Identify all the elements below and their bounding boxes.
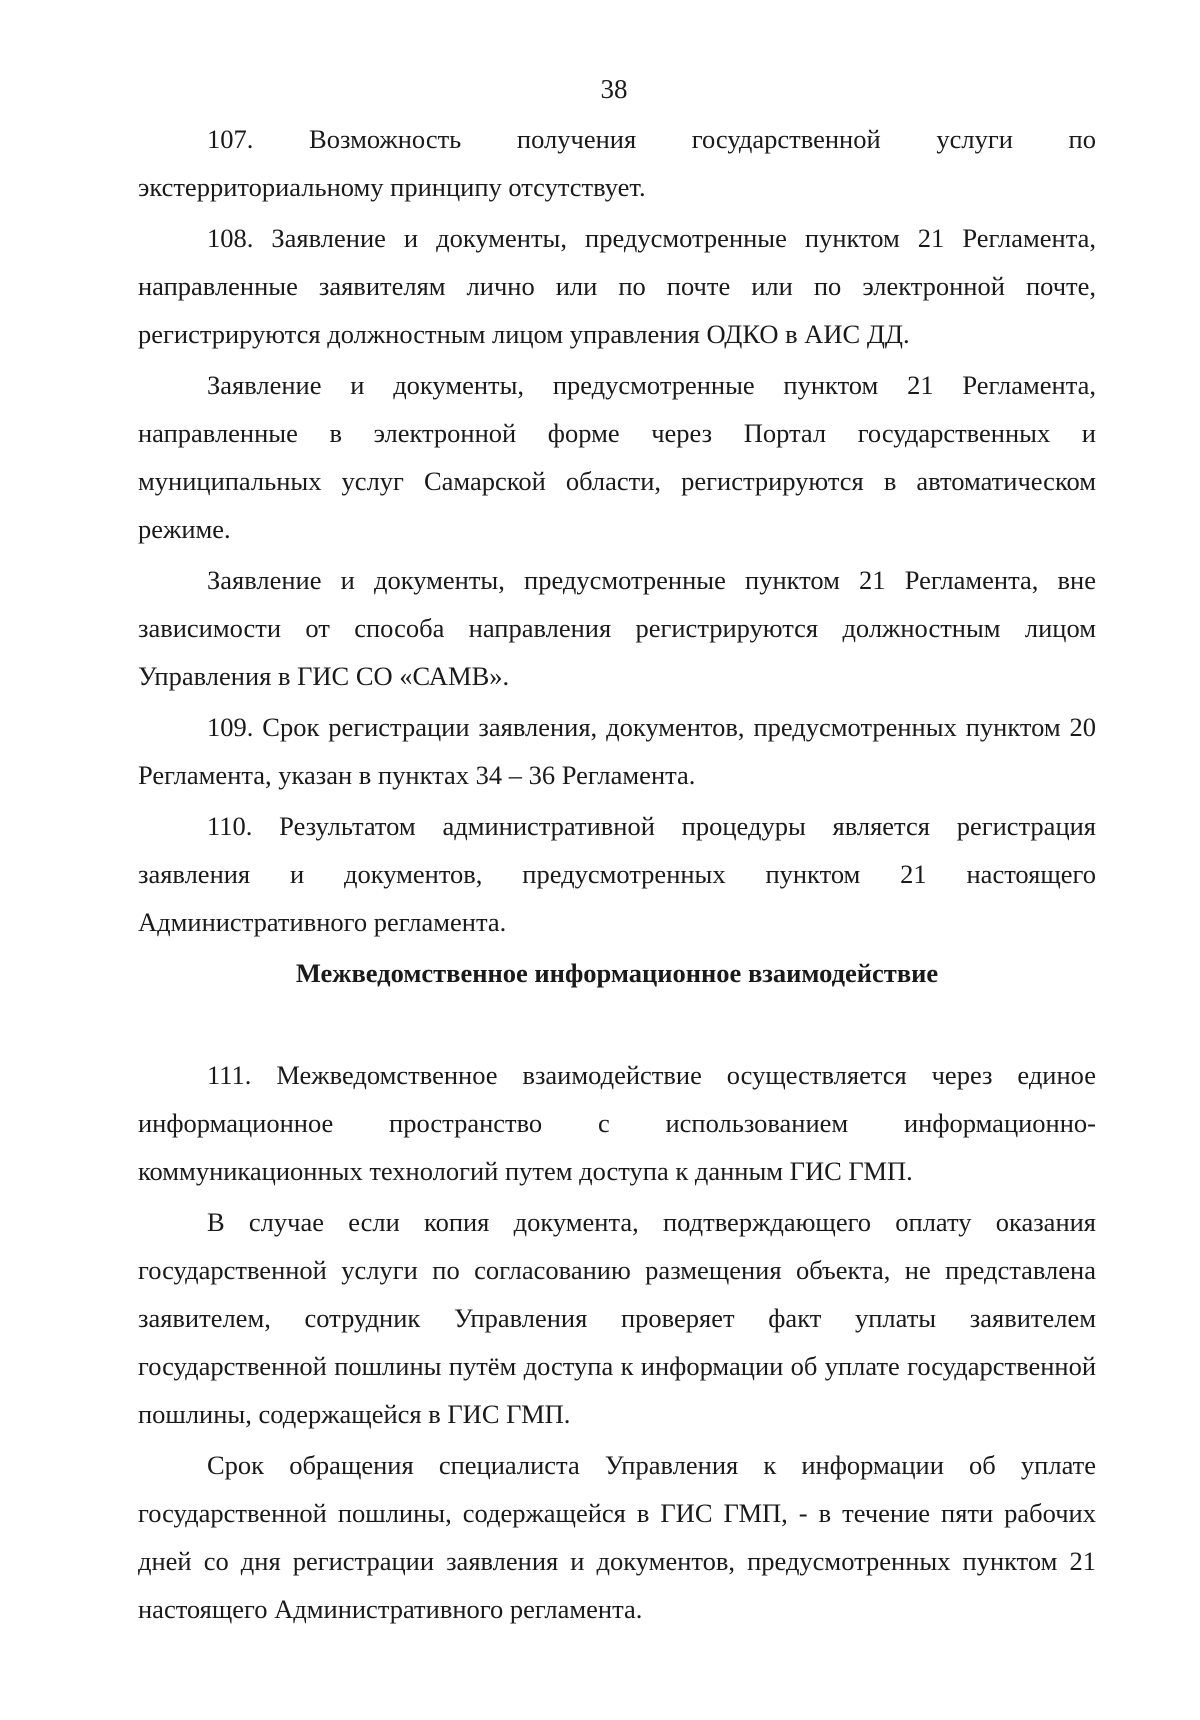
paragraph-108-gis: Заявление и документы, предусмотренные пунктом 21 Регламента, вне зависимости от способа направления регистрируются должностным лицом Управления в ГИС СО «САМВ».	[138, 565, 1096, 691]
paragraph-110: 110. Результатом административной процедуры является регистрация заявления и документов, предусмотренных пунктом 21 настоящего Административного регламента.	[138, 811, 1096, 937]
paragraph-108: 108. Заявление и документы, предусмотренные пунктом 21 Регламента, направленные заявителям лично или по почте или по электронной почте, регистрируются должностным лицом управления ОДКО в АИС ДД.	[138, 223, 1096, 349]
document-body	[138, 115, 1096, 1633]
paragraph-111: 111. Межведомственное взаимодействие осуществляется через единое информационное пространство с использованием информационно-коммуникационных технологий путем доступа к данным ГИС ГМП.	[138, 1060, 1096, 1186]
section-heading: Межведомственное информационное взаимодействие	[295, 958, 939, 988]
paragraph-107: 107. Возможность получения государственной услуги по экстерриториальному принципу отсутствует.	[138, 124, 1096, 202]
paragraph-111-deadline: Срок обращения специалиста Управления к информации об уплате государственной пошлины, содержащейся в ГИС ГМП, - в течение пяти рабочих дней со дня регистрации заявления и документов, предусмотренных пунктом 21 настоящего Административного регламента.	[138, 1450, 1096, 1624]
paragraph-108-portal: Заявление и документы, предусмотренные пунктом 21 Регламента, направленные в электронной форме через Портал государственных и муниципальных услуг Самарской области, регистрируются в автоматическом режиме.	[138, 370, 1096, 544]
paragraph-109: 109. Срок регистрации заявления, документов, предусмотренных пунктом 20 Регламента, указан в пунктах 34 – 36 Регламента.	[138, 712, 1096, 790]
paragraph-111-payment-check: В случае если копия документа, подтверждающего оплату оказания государственной услуги по согласованию размещения объекта, не представлена заявителем, сотрудник Управления проверяет факт уплаты заявителем государственной пошлины путём доступа к информации об уплате государственной пошлины, содержащейся в ГИС ГМП.	[138, 1207, 1096, 1429]
page-number: 38	[600, 74, 628, 104]
